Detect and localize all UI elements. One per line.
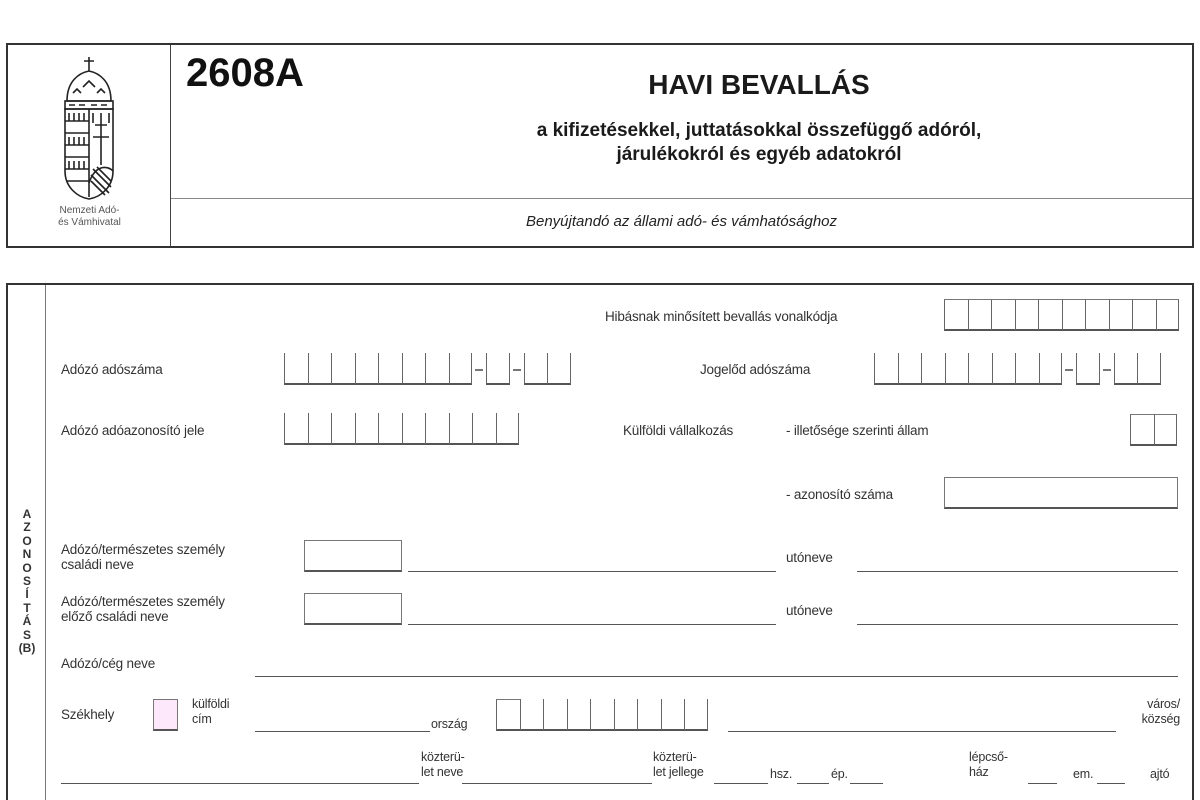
residence-state-label: - illetősége szerinti állam xyxy=(786,423,929,438)
foreign-address-label-line1: külföldi xyxy=(192,697,230,711)
given-name-input[interactable] xyxy=(857,571,1178,572)
street-name-label-line1: közterü- xyxy=(421,750,465,764)
tax-id-label: Adózó adóazonosító jele xyxy=(61,423,205,438)
coat-of-arms-icon xyxy=(53,53,125,203)
foreign-address-label-line2: cím xyxy=(192,712,212,726)
city-label xyxy=(1118,697,1180,727)
prev-family-name-label xyxy=(61,594,301,624)
side-label-char: O xyxy=(22,533,32,548)
side-label-char: S xyxy=(22,627,31,642)
door-label: ajtó xyxy=(1150,767,1170,781)
company-name-label: Adózó/cég neve xyxy=(61,656,156,671)
faulty-barcode-input[interactable] xyxy=(944,299,1179,331)
form-title-text: HAVI BEVALLÁS xyxy=(648,69,870,100)
street-name-label-line2: let neve xyxy=(421,765,464,779)
side-label-char: Á xyxy=(22,614,32,629)
street-type-label-line1: közterü- xyxy=(653,750,697,764)
city-input[interactable] xyxy=(728,731,1116,732)
faulty-barcode-label: Hibásnak minősített bevallás vonalkódja xyxy=(605,309,838,324)
street-type-label xyxy=(653,750,704,780)
house-number-input[interactable] xyxy=(797,783,829,784)
staircase-label-line1: lépcső- xyxy=(969,750,1008,764)
form-header xyxy=(6,43,1194,248)
agency-name xyxy=(8,205,171,229)
staircase-input[interactable] xyxy=(1028,783,1057,784)
side-label-char: S xyxy=(22,574,31,589)
street-name-input[interactable] xyxy=(61,783,419,784)
prev-given-name-label: utóneve xyxy=(786,603,833,618)
seat-foreign-checkbox[interactable] xyxy=(153,699,178,731)
building-input[interactable] xyxy=(850,783,883,784)
street-type-label-line2: let jellege xyxy=(653,765,704,779)
tax-number-input[interactable] xyxy=(284,353,571,385)
section-side-strip xyxy=(8,285,46,800)
submission-note: Benyújtandó az állami adó- és vámhatósághoz xyxy=(525,213,838,230)
staircase-label-line2: ház xyxy=(969,765,989,779)
side-label-char: T xyxy=(23,600,31,615)
house-number-label: hsz. xyxy=(770,767,793,781)
tax-number-label: Adózó adószáma xyxy=(61,362,163,377)
foreign-company-label: Külföldi vállalkozás xyxy=(623,423,734,438)
floor-label: em. xyxy=(1073,767,1094,781)
dash-separator xyxy=(510,353,524,385)
agency-logo-cell xyxy=(8,45,171,246)
tax-id-input[interactable] xyxy=(284,413,519,445)
form-subtitle-line2: járulékokról és egyéb adatokról xyxy=(616,144,902,165)
family-name-label xyxy=(61,542,301,572)
side-label-char: Z xyxy=(23,520,31,535)
agency-name-line2: és Vámhivatal xyxy=(58,217,121,228)
foreign-address-label xyxy=(192,697,229,727)
dash-separator xyxy=(1100,353,1114,385)
staircase-label xyxy=(969,750,1008,780)
floor-input[interactable] xyxy=(1097,783,1125,784)
form-title xyxy=(171,69,1192,101)
side-label-char: O xyxy=(22,560,32,575)
dash-separator xyxy=(1062,353,1076,385)
city-label-line1: város/ xyxy=(1147,697,1180,711)
family-name-label-line2: családi neve xyxy=(61,557,134,572)
city-label-line2: község xyxy=(1141,712,1180,726)
foreign-address-input[interactable] xyxy=(255,731,430,732)
street-name-label xyxy=(421,750,465,780)
form-subtitle xyxy=(171,119,1192,167)
family-name-input[interactable] xyxy=(408,571,776,572)
agency-name-line1: Nemzeti Adó- xyxy=(59,205,120,216)
dash-separator xyxy=(472,353,486,385)
prev-family-name-input[interactable] xyxy=(408,624,776,625)
company-name-input[interactable] xyxy=(255,676,1178,677)
country-label: ország xyxy=(431,717,468,731)
predecessor-tax-number-input[interactable] xyxy=(874,353,1161,385)
side-label-char: (B) xyxy=(18,641,36,656)
seat-label: Székhely xyxy=(61,707,115,722)
street-type-input[interactable] xyxy=(714,783,768,784)
side-label-char: A xyxy=(22,507,32,521)
section-side-label xyxy=(8,508,46,655)
form-subtitle-line1: a kifizetésekkel, juttatásokkal összefüggő adóról, xyxy=(536,120,982,141)
header-divider xyxy=(171,198,1192,199)
prev-family-name-label-line1: Adózó/természetes személy xyxy=(61,594,225,609)
side-label-char: N xyxy=(22,547,32,562)
prev-given-name-input[interactable] xyxy=(857,624,1178,625)
building-label: ép. xyxy=(831,767,848,781)
given-name-label: utóneve xyxy=(786,550,833,565)
residence-state-input[interactable] xyxy=(1130,414,1177,446)
prev-family-name-label-line2: előző családi neve xyxy=(61,609,169,624)
side-label-char: Í xyxy=(25,587,29,602)
prev-family-name-title-input[interactable] xyxy=(304,593,402,625)
family-name-title-input[interactable] xyxy=(304,540,402,572)
family-name-label-line1: Adózó/természetes személy xyxy=(61,542,225,557)
postcode-input[interactable] xyxy=(496,699,708,731)
foreign-id-input[interactable] xyxy=(944,477,1178,509)
street-name-input-2[interactable] xyxy=(462,783,652,784)
form-code: 2608A xyxy=(186,51,304,95)
foreign-id-label: - azonosító száma xyxy=(786,487,893,502)
predecessor-tax-number-label: Jogelőd adószáma xyxy=(700,362,811,377)
